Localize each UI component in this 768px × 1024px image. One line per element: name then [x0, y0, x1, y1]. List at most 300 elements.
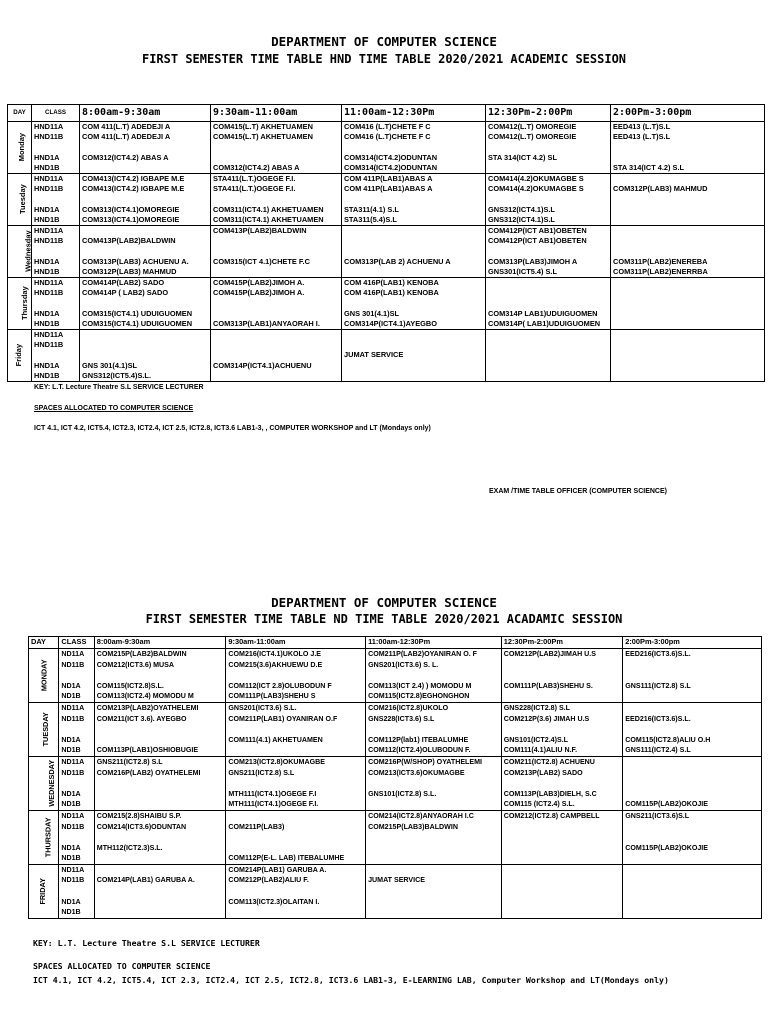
nd-dept-title: DEPARTMENT OF COMPUTER SCIENCE	[271, 595, 497, 610]
course-entry: COM215(2.8)SHAIBU S.P.	[96, 811, 182, 820]
course-entry	[97, 907, 224, 918]
hnd-day-cell	[8, 122, 32, 174]
course-entry	[228, 745, 363, 756]
course-entry: COM314P(ICT4.1)ACHUENU	[213, 360, 312, 370]
hnd-slot-cell	[342, 278, 486, 330]
class-label	[61, 670, 91, 681]
nd-slot-cell	[366, 864, 502, 918]
course-entry: COM416 (L.T)CHETE F C	[344, 122, 431, 131]
hnd-timetable-title: FIRST SEMESTER TIME TABLE HND TIME TABLE 2020/2021 ACADEMIC SESSION	[141, 52, 627, 66]
nd-header-cell: 8:00am-9:30am	[94, 637, 226, 649]
nd-day-cell	[29, 864, 59, 918]
course-entry	[97, 832, 224, 843]
hnd-slot-cell	[611, 226, 765, 278]
course-entry: COM415P(LAB2)JIMOH A.	[213, 278, 305, 288]
course-entry	[97, 789, 224, 800]
course-entry: COM414P(LAB2) SADO	[82, 278, 165, 288]
nd-header-row	[29, 637, 762, 649]
course-entry: COM414P ( LAB2) SADO	[82, 288, 169, 298]
course-entry	[82, 350, 208, 360]
hnd-key-note: KEY: L.T. Lecture Theatre S.L SERVICE LECTURER	[34, 384, 204, 391]
class-label: HND11B	[34, 340, 64, 350]
course-entry: COM111P(LAB3)SHEHU S	[228, 692, 316, 701]
hnd-slot-cell	[211, 226, 342, 278]
course-entry: STA311(5.4)S.L	[344, 214, 397, 224]
course-entry: COM415(L.T) AKHETUAMEN	[213, 122, 313, 131]
hnd-day-label: Thursday	[19, 286, 29, 321]
class-label: HND11A	[34, 330, 64, 340]
course-entry	[213, 236, 339, 246]
class-label: ND1B	[61, 854, 81, 863]
course-entry: COM213(ICT3.6)OKUMAGBE	[368, 768, 465, 777]
course-entry: COM112(ICT2.4)OLUBODUN F.	[368, 746, 471, 755]
nd-day-label: THURSDAY	[43, 817, 53, 858]
course-entry	[368, 799, 499, 810]
class-label: ND11B	[61, 876, 85, 885]
course-entry: COM311(ICT4.1) AKHETUAMEN	[213, 204, 324, 214]
class-label: HND11B	[34, 184, 64, 194]
nd-header-cell: 11:00am-12:30Pm	[366, 637, 502, 649]
nd-day-row	[29, 810, 762, 864]
course-entry	[344, 267, 483, 277]
nd-slot-cell	[94, 756, 226, 810]
course-entry	[368, 843, 499, 854]
course-entry	[82, 246, 208, 256]
course-entry: COM413(ICT4.2) IGBAPE M.E	[82, 184, 185, 194]
course-entry	[228, 886, 363, 897]
course-entry	[613, 309, 762, 319]
course-entry	[213, 298, 339, 308]
course-entry	[97, 724, 224, 735]
course-entry	[213, 246, 339, 256]
course-entry	[504, 865, 620, 876]
hnd-class-cell	[32, 330, 80, 382]
course-entry: COM214P(LAB1) GARUBA A.	[96, 876, 195, 885]
course-entry	[613, 340, 762, 350]
class-label: HND11A	[34, 174, 64, 184]
course-entry: COM412P(ICT AB1)OBETEN	[488, 226, 587, 236]
hnd-timetable	[7, 104, 765, 382]
course-entry: COM314(ICT4.2)ODUNTAN	[344, 162, 438, 172]
course-entry	[488, 246, 608, 256]
nd-slot-cell	[501, 810, 622, 864]
class-label: ND11A	[61, 757, 85, 766]
course-entry: COM 411(L.T) ADEDEJI A	[82, 132, 171, 142]
course-entry	[613, 330, 762, 340]
hnd-slot-cell	[211, 122, 342, 174]
hnd-day-label: Tuesday	[17, 184, 27, 215]
course-entry: COM213(ICT2.8)OKUMAGBE	[228, 757, 325, 766]
course-entry	[344, 361, 483, 371]
class-label: HND11B	[34, 236, 64, 246]
hnd-header-cell: 8:00am-9:30am	[80, 105, 211, 122]
nd-slot-cell	[623, 810, 762, 864]
course-entry	[213, 309, 339, 319]
hnd-day-row	[8, 278, 765, 330]
course-entry: COM213P(LAB2) SADO	[503, 768, 583, 777]
course-entry	[504, 907, 620, 918]
course-entry: COM 416P(LAB1) KENOBA	[344, 278, 439, 288]
course-entry	[613, 246, 762, 256]
nd-slot-cell	[366, 810, 502, 864]
hnd-slot-cell	[80, 330, 211, 382]
course-entry	[488, 142, 608, 152]
course-entry: COM212(ICT3.6) MUSA	[96, 660, 175, 669]
class-label: HND1A	[34, 308, 60, 318]
hnd-day-cell	[8, 174, 32, 226]
course-entry	[488, 350, 608, 360]
course-entry: COM211(ICT 3.6). AYEGBO	[96, 714, 187, 723]
course-entry: GNS301(ICT5.4) S.L	[488, 266, 557, 276]
nd-day-label: FRIDAY	[38, 878, 48, 905]
course-entry: COM111P(LAB3)SHEHU S.	[503, 681, 593, 690]
nd-header-cell: CLASS	[59, 637, 94, 649]
class-label	[34, 350, 77, 360]
nd-day-row	[29, 864, 762, 918]
course-entry	[213, 350, 339, 360]
course-entry	[613, 278, 762, 288]
course-entry: COM 416P(LAB1) KENOBA	[344, 288, 439, 298]
course-entry	[488, 278, 608, 288]
class-label: HND11B	[34, 132, 64, 142]
course-entry: COM112P(E-L. LAB) ITEBALUMHE	[228, 854, 345, 863]
course-entry	[368, 724, 499, 735]
course-entry: GNS201(ICT3.6) S. L.	[368, 660, 439, 669]
hnd-slot-cell	[611, 122, 765, 174]
course-entry	[213, 340, 339, 350]
class-label: HND1B	[34, 370, 60, 380]
course-entry: COM212P(LAB2)JIMAH U.S	[503, 650, 596, 658]
hnd-header-cell: 2:00Pm-3:00pm	[611, 105, 765, 122]
nd-day-row	[29, 702, 762, 756]
course-entry	[368, 670, 499, 681]
class-label: HND1B	[34, 162, 60, 172]
course-entry	[344, 194, 483, 204]
course-entry: GNS211(ICT2.8) S.L	[96, 757, 163, 766]
course-entry: COM313P(LAB1)ANYAORAH I.	[213, 318, 320, 328]
course-entry	[504, 822, 620, 833]
class-label: HND1A	[34, 256, 60, 266]
course-entry	[504, 691, 620, 702]
class-label	[34, 142, 77, 152]
nd-slot-cell	[501, 649, 622, 703]
hnd-class-cell	[32, 226, 80, 278]
course-entry: COM215P(LAB2)BALDWIN	[96, 650, 187, 658]
course-entry: COM215P(LAB3)BALDWIN	[368, 822, 458, 831]
class-label: ND1A	[61, 789, 81, 798]
course-entry: GNS 301(4.1)SL	[344, 308, 400, 318]
course-entry	[613, 153, 762, 163]
course-entry: COM216(ICT4.1)UKOLO J.E	[228, 650, 322, 658]
course-entry: COM311P(LAB2)ENEREBA	[613, 256, 708, 266]
course-entry: COM115P(LAB2)OKOJIE	[625, 800, 709, 809]
class-label: HND11A	[34, 226, 64, 236]
course-entry: EED216(ICT3.6)S.L.	[625, 650, 691, 658]
class-label: ND11A	[61, 865, 85, 874]
course-entry	[625, 886, 759, 897]
course-entry	[625, 832, 759, 843]
course-entry: COM111(4.1) AKHETUAMEN	[228, 735, 323, 744]
class-label: HND1B	[34, 214, 60, 224]
course-entry: GNS312(ICT4.1)S.L	[488, 214, 555, 224]
course-entry	[368, 907, 499, 918]
course-entry: GNS312(ICT4.1)S.L	[488, 204, 555, 214]
class-label: ND11B	[61, 768, 85, 777]
course-entry: COM215(3.6)AKHUEWU D.E	[228, 660, 323, 669]
nd-header-cell: 12:30Pm-2:00Pm	[501, 637, 622, 649]
class-label	[61, 778, 91, 789]
course-entry	[613, 350, 762, 360]
hnd-dept-title: DEPARTMENT OF COMPUTER SCIENCE	[271, 34, 497, 49]
course-entry	[213, 330, 339, 340]
course-entry: STA 314(ICT 4.2) SL	[488, 152, 557, 162]
course-entry	[504, 875, 620, 886]
course-entry	[625, 703, 759, 714]
hnd-slot-cell	[342, 330, 486, 382]
nd-slot-cell	[366, 649, 502, 703]
nd-class-cell	[59, 756, 94, 810]
nd-day-cell	[29, 649, 59, 703]
nd-slot-cell	[623, 702, 762, 756]
class-label	[61, 724, 91, 735]
course-entry	[613, 226, 762, 236]
course-entry: COM 411(L.T) ADEDEJI A	[82, 122, 171, 131]
course-entry: STA411(L.T.)OGEGE F.I.	[213, 184, 296, 194]
course-entry	[613, 361, 762, 371]
course-entry: EED216(ICT3.6)S.L.	[625, 714, 691, 723]
class-label: ND1A	[61, 735, 81, 744]
course-entry	[488, 298, 608, 308]
course-entry	[625, 691, 759, 702]
course-entry	[82, 142, 208, 152]
course-entry: COM211P(LAB2)OYANIRAN O. F	[368, 650, 478, 658]
course-entry	[368, 865, 499, 876]
course-entry: COM115 (ICT2.4) S.L.	[503, 800, 575, 809]
class-label: ND1A	[61, 843, 81, 852]
hnd-slot-cell	[611, 278, 765, 330]
hnd-slot-cell	[211, 174, 342, 226]
course-entry	[97, 853, 224, 864]
course-entry: COM313P(LAB3) ACHUENU A.	[82, 256, 189, 266]
class-label	[61, 886, 91, 897]
nd-timetable	[28, 636, 762, 919]
course-entry	[625, 853, 759, 864]
hnd-class-cell	[32, 278, 80, 330]
nd-slot-cell	[94, 810, 226, 864]
class-label: ND1A	[61, 681, 81, 690]
course-entry: COM412(L.T) OMOREGIE	[488, 122, 577, 131]
course-entry	[368, 853, 499, 864]
course-entry	[613, 174, 762, 184]
nd-header-cell: 9:30am-11:00am	[226, 637, 366, 649]
course-entry	[82, 340, 208, 350]
course-entry: COM216(ICT2.8)UKOLO	[368, 703, 449, 712]
course-entry	[625, 897, 759, 908]
course-entry: COM415(L.T) AKHETUAMEN	[213, 132, 313, 142]
course-entry: MTH111(ICT4.1)OGEGE F.I	[228, 789, 317, 798]
course-entry	[82, 226, 208, 236]
course-entry	[488, 288, 608, 298]
course-entry: COM413P(LAB2)BALDWIN	[82, 236, 176, 246]
course-entry: COM312P(LAB3) MAHMUD	[82, 266, 177, 276]
course-entry	[488, 340, 608, 350]
hnd-day-cell	[8, 226, 32, 278]
nd-spaces-heading: SPACES ALLOCATED TO COMPUTER SCIENCE	[33, 961, 211, 971]
course-entry	[504, 660, 620, 671]
course-entry: STA 314(ICT 4.2) S.L	[613, 162, 685, 172]
course-entry: GNS211(ICT3.6)S.L	[625, 811, 690, 820]
course-entry: COM314P(ICT4.1)AYEGBO	[344, 318, 437, 328]
course-entry: GNS111(ICT2.8) S.L	[625, 681, 691, 690]
course-entry	[228, 907, 363, 918]
timetable-officer: EXAM /TIME TABLE OFFICER (COMPUTER SCIENCE)	[489, 488, 667, 495]
course-entry: MTH112(ICT2.3)S.L.	[96, 843, 163, 852]
nd-slot-cell	[501, 864, 622, 918]
course-entry	[368, 832, 499, 843]
class-label: ND1A	[61, 897, 81, 906]
course-entry	[344, 371, 483, 381]
course-entry	[613, 319, 762, 329]
course-entry	[213, 371, 339, 381]
course-entry: COM214P(LAB1) GARUBA A.	[228, 865, 327, 874]
hnd-day-label: Monday	[17, 133, 27, 162]
course-entry	[504, 886, 620, 897]
course-entry: COM314(ICT4.2)ODUNTAN	[344, 152, 438, 162]
course-entry	[213, 194, 339, 204]
nd-key-note: KEY: L.T. Lecture Theatre S.L SERVICE LECTURER	[33, 938, 260, 948]
nd-day-cell	[29, 756, 59, 810]
class-label: ND1B	[61, 800, 81, 809]
nd-class-cell	[59, 810, 94, 864]
course-entry: COM211P(LAB3)	[228, 822, 285, 831]
class-label: ND1B	[61, 908, 81, 917]
hnd-slot-cell	[486, 174, 611, 226]
course-entry: GNS312(ICT5.4)S.L.	[82, 370, 151, 380]
course-entry	[625, 768, 759, 779]
hnd-class-cell	[32, 174, 80, 226]
course-entry: COM315(ICT4.1) UDUIGUOMEN	[82, 308, 193, 318]
course-entry: COM212P(3.6) JIMAH U.S	[503, 714, 590, 723]
course-entry: COM412P(ICT AB1)OBETEN	[488, 236, 587, 246]
nd-header-cell: DAY	[29, 637, 59, 649]
hnd-slot-cell	[80, 122, 211, 174]
course-entry: COM112(ICT 2.8)OLUBODUN F	[228, 681, 332, 690]
class-label: ND11B	[61, 714, 85, 723]
nd-day-cell	[29, 810, 59, 864]
class-label: HND11A	[34, 122, 64, 131]
course-entry	[344, 340, 483, 350]
course-entry: GNS201(ICT3.6) S.L.	[228, 703, 297, 712]
course-entry: GNS101(ICT2.4)S.L	[503, 735, 569, 744]
class-label	[34, 194, 77, 204]
course-entry	[97, 886, 224, 897]
course-entry: COM311P(LAB2)ENERRBA	[613, 266, 708, 276]
course-entry	[228, 724, 363, 735]
course-entry	[613, 194, 762, 204]
hnd-header-cell: CLASS	[32, 105, 80, 122]
course-entry: COM413(ICT4.2) IGBAPE M.E	[82, 174, 185, 184]
course-entry	[228, 670, 363, 681]
course-entry	[504, 832, 620, 843]
course-entry	[228, 843, 363, 854]
course-entry	[504, 843, 620, 854]
course-entry	[97, 865, 224, 876]
course-entry: EED413 (L.T)S.L	[613, 132, 671, 142]
class-label	[34, 246, 77, 256]
course-entry	[625, 660, 759, 671]
hnd-slot-cell	[80, 174, 211, 226]
course-entry	[613, 236, 762, 246]
course-entry	[344, 226, 483, 236]
course-entry: GNS211(ICT2.8) S.L	[228, 768, 295, 777]
course-entry: COM414(4.2)OKUMAGBE S	[488, 174, 584, 184]
course-entry	[504, 897, 620, 908]
course-entry	[82, 194, 208, 204]
course-entry: COM415P(LAB2)JIMOH A.	[213, 288, 305, 298]
nd-slot-cell	[94, 864, 226, 918]
course-entry	[488, 361, 608, 371]
course-entry	[368, 897, 499, 908]
course-entry	[488, 194, 608, 204]
course-entry	[613, 205, 762, 215]
hnd-day-label: Friday	[14, 344, 24, 367]
class-label: ND1B	[61, 692, 81, 701]
course-entry: COM212(ICT2.8) CAMPBELL	[503, 811, 600, 820]
hnd-slot-cell	[342, 174, 486, 226]
nd-day-row	[29, 649, 762, 703]
course-entry	[504, 724, 620, 735]
course-entry: COM216P(W/SHOP) OYATHELEMI	[368, 757, 483, 766]
hnd-slot-cell	[342, 226, 486, 278]
course-entry: COM313(ICT4.1)OMOREGIE	[82, 214, 180, 224]
hnd-slot-cell	[342, 122, 486, 174]
nd-slot-cell	[226, 864, 366, 918]
course-entry: COM312(ICT4.2) ABAS A	[82, 152, 169, 162]
hnd-day-label: Wednesday	[23, 230, 33, 273]
hnd-spaces-heading: SPACES ALLOCATED TO COMPUTER SCIENCE	[34, 405, 194, 412]
nd-slot-cell	[623, 649, 762, 703]
course-entry	[625, 670, 759, 681]
nd-slot-cell	[226, 702, 366, 756]
course-entry: COM113P(LAB3)DIELH, S.C	[503, 789, 597, 798]
hnd-header-row	[8, 105, 765, 122]
course-entry	[625, 724, 759, 735]
hnd-class-cell	[32, 122, 80, 174]
course-entry	[368, 886, 499, 897]
course-entry	[344, 330, 483, 340]
course-entry	[82, 163, 208, 173]
course-entry: COM313(ICT4.1)OMOREGIE	[82, 204, 180, 214]
course-entry	[625, 907, 759, 918]
class-label: HND1B	[34, 318, 60, 328]
course-entry: COM211(ICT2.8) ACHUENU	[503, 757, 595, 766]
hnd-header-cell: DAY	[8, 105, 32, 122]
course-entry	[97, 897, 224, 908]
course-entry: COM312(ICT4.2) ABAS A	[213, 162, 300, 172]
course-entry: COM113(ICT2.3)OLAITAN I.	[228, 897, 320, 906]
course-entry	[228, 832, 363, 843]
nd-slot-cell	[226, 810, 366, 864]
nd-slot-cell	[94, 702, 226, 756]
course-entry: MTH111(ICT4.1)OGEGE F.I.	[228, 800, 319, 809]
course-entry: COM416 (L.T)CHETE F C	[344, 132, 431, 142]
course-entry	[613, 288, 762, 298]
hnd-slot-cell	[486, 278, 611, 330]
course-entry: COM 411P(LAB1)ABAS A	[344, 184, 433, 194]
course-entry: COM414(4.2)OKUMAGBE S	[488, 184, 584, 194]
nd-slot-cell	[94, 649, 226, 703]
course-entry	[504, 778, 620, 789]
